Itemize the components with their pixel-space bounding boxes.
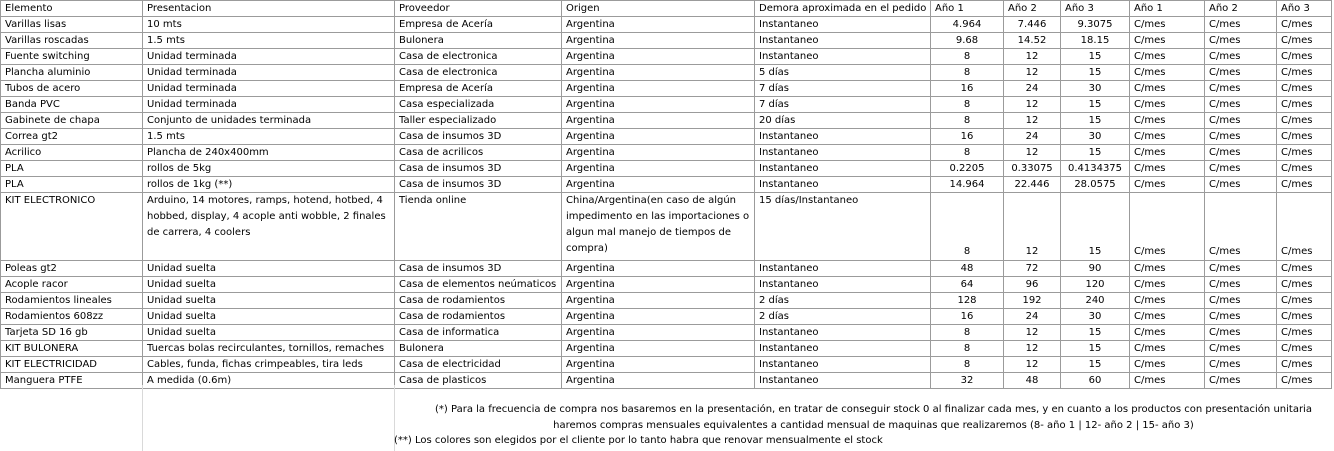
cell-year1-unit[interactable]: C/mes (1130, 129, 1205, 145)
cell-year1-qty[interactable]: 8 (931, 65, 1004, 81)
cell-year3-unit[interactable]: C/mes (1277, 177, 1332, 193)
cell-demora[interactable]: Instantaneo (755, 177, 931, 193)
cell-year2-qty[interactable]: 12 (1004, 193, 1061, 261)
table-row (1, 161, 1332, 177)
cell-year2-unit[interactable]: C/mes (1205, 113, 1277, 129)
cell-presentacion[interactable]: Unidad suelta (143, 261, 395, 277)
cell-presentacion[interactable]: Tuercas bolas recirculantes, tornillos, remaches (143, 341, 395, 357)
header-row (1, 1, 1332, 17)
cell-origen[interactable]: Argentina (562, 373, 755, 389)
cell-demora[interactable]: Instantaneo (755, 145, 931, 161)
table-row (1, 97, 1332, 113)
cell-year1-qty[interactable]: 8 (931, 193, 1004, 261)
cell-demora[interactable]: 15 días/Instantaneo (755, 193, 931, 261)
cell-year2-unit[interactable]: C/mes (1205, 145, 1277, 161)
cell-proveedor[interactable]: Tienda online (395, 193, 562, 261)
cell-year2-unit[interactable]: C/mes (1205, 261, 1277, 277)
cell-elemento[interactable]: Varillas lisas (1, 17, 143, 33)
cell-elemento[interactable]: Acrilico (1, 145, 143, 161)
cell-year1-unit[interactable]: C/mes (1130, 97, 1205, 113)
cell-proveedor[interactable]: Casa de informatica (395, 325, 562, 341)
cell-year2-qty[interactable]: 24 (1004, 129, 1061, 145)
table-row (1, 193, 1332, 261)
column-header[interactable]: Año 2 (1004, 1, 1061, 17)
cell-year1-unit[interactable]: C/mes (1130, 341, 1205, 357)
cell-year2-qty[interactable]: 12 (1004, 97, 1061, 113)
cell-year3-unit[interactable]: C/mes (1277, 325, 1332, 341)
cell-year1-unit[interactable]: C/mes (1130, 261, 1205, 277)
cell-year3-qty[interactable]: 15 (1061, 357, 1130, 373)
cell-demora[interactable]: Instantaneo (755, 49, 931, 65)
cell-year3-qty[interactable]: 15 (1061, 325, 1130, 341)
cell-origen[interactable]: Argentina (562, 277, 755, 293)
cell-year2-qty[interactable]: 22.446 (1004, 177, 1061, 193)
table-row (1, 293, 1332, 309)
cell-origen[interactable]: Argentina (562, 357, 755, 373)
cell-year1-unit[interactable]: C/mes (1130, 177, 1205, 193)
cell-demora[interactable]: Instantaneo (755, 33, 931, 49)
cell-year1-qty[interactable]: 8 (931, 357, 1004, 373)
column-header[interactable]: Año 3 (1061, 1, 1130, 17)
cell-year3-qty[interactable]: 30 (1061, 129, 1130, 145)
cell-proveedor[interactable]: Taller especializado (395, 113, 562, 129)
cell-year3-unit[interactable]: C/mes (1277, 17, 1332, 33)
cell-year2-qty[interactable]: 12 (1004, 357, 1061, 373)
cell-year2-unit[interactable]: C/mes (1205, 129, 1277, 145)
table-row (1, 325, 1332, 341)
gridline (142, 385, 143, 451)
cell-year3-unit[interactable]: C/mes (1277, 33, 1332, 49)
cell-proveedor[interactable]: Casa de rodamientos (395, 309, 562, 325)
table-row (1, 357, 1332, 373)
cell-origen[interactable]: Argentina (562, 49, 755, 65)
cell-year2-unit[interactable]: C/mes (1205, 341, 1277, 357)
cell-year2-qty[interactable]: 12 (1004, 113, 1061, 129)
cell-year1-qty[interactable]: 8 (931, 325, 1004, 341)
table-row (1, 145, 1332, 161)
cell-demora[interactable]: 7 días (755, 81, 931, 97)
cell-proveedor[interactable]: Casa de insumos 3D (395, 261, 562, 277)
cell-year2-qty[interactable]: 72 (1004, 261, 1061, 277)
cell-year1-qty[interactable]: 64 (931, 277, 1004, 293)
cell-presentacion[interactable]: Unidad terminada (143, 65, 395, 81)
cell-year3-unit[interactable]: C/mes (1277, 49, 1332, 65)
cell-year1-qty[interactable]: 4.964 (931, 17, 1004, 33)
cell-year1-qty[interactable]: 8 (931, 49, 1004, 65)
cell-year3-qty[interactable]: 15 (1061, 193, 1130, 261)
cell-year2-qty[interactable]: 48 (1004, 373, 1061, 389)
cell-demora[interactable]: Instantaneo (755, 17, 931, 33)
cell-year2-qty[interactable]: 192 (1004, 293, 1061, 309)
table-row (1, 65, 1332, 81)
cell-demora[interactable]: 2 días (755, 309, 931, 325)
cell-demora[interactable]: 20 días (755, 113, 931, 129)
cell-presentacion[interactable]: rollos de 5kg (143, 161, 395, 177)
cell-presentacion[interactable]: Plancha de 240x400mm (143, 145, 395, 161)
cell-origen[interactable]: Argentina (562, 33, 755, 49)
cell-year3-qty[interactable]: 15 (1061, 65, 1130, 81)
cell-year1-unit[interactable]: C/mes (1130, 161, 1205, 177)
cell-year2-unit[interactable]: C/mes (1205, 33, 1277, 49)
cell-elemento[interactable]: Plancha aluminio (1, 65, 143, 81)
cell-proveedor[interactable]: Casa de electricidad (395, 357, 562, 373)
cell-year3-unit[interactable]: C/mes (1277, 373, 1332, 389)
cell-year1-unit[interactable]: C/mes (1130, 65, 1205, 81)
cell-year2-qty[interactable]: 24 (1004, 81, 1061, 97)
cell-demora[interactable]: 7 días (755, 97, 931, 113)
cell-origen[interactable]: Argentina (562, 177, 755, 193)
cell-year2-qty[interactable]: 7.446 (1004, 17, 1061, 33)
cell-year3-qty[interactable]: 15 (1061, 341, 1130, 357)
footnote-colors: (**) Los colores son elegidos por el cliente por lo tanto habra que renovar mensualmente el stock (394, 435, 883, 446)
footnote-frequency: (*) Para la frecuencia de compra nos basaremos en la presentación, en tratar de conseguir stock 0 al finalizar cada mes, y en cuanto a los productos con presentación unitaria haremos compras mensuales equivalentes a cantidad mensual de maquinas que realizaremos (8- año 1 | 12- año 2 | 15- año 3) (435, 404, 1312, 431)
cell-demora[interactable]: Instantaneo (755, 373, 931, 389)
cell-proveedor[interactable]: Casa de electronica (395, 65, 562, 81)
table-row (1, 49, 1332, 65)
cell-elemento[interactable]: Rodamientos lineales (1, 293, 143, 309)
cell-year2-unit[interactable]: C/mes (1205, 325, 1277, 341)
cell-elemento[interactable]: Acople racor (1, 277, 143, 293)
column-header[interactable]: Año 2 (1205, 1, 1277, 17)
column-header[interactable]: Año 3 (1277, 1, 1332, 17)
column-header[interactable]: Presentacion (143, 1, 395, 17)
cell-year1-qty[interactable]: 8 (931, 113, 1004, 129)
cell-year3-unit[interactable]: C/mes (1277, 261, 1332, 277)
column-header[interactable]: Año 1 (931, 1, 1004, 17)
table-row (1, 277, 1332, 293)
cell-year1-qty[interactable]: 16 (931, 129, 1004, 145)
cell-origen[interactable]: Argentina (562, 97, 755, 113)
cell-year1-qty[interactable]: 0.2205 (931, 161, 1004, 177)
cell-elemento[interactable]: Rodamientos 608zz (1, 309, 143, 325)
cell-year3-qty[interactable]: 0.4134375 (1061, 161, 1130, 177)
cell-origen[interactable]: China/Argentina(en caso de algún impedimento en las importaciones o algun mal manejo de tiempos de compra) (562, 193, 755, 261)
cell-elemento[interactable]: Tubos de acero (1, 81, 143, 97)
cell-year1-unit[interactable]: C/mes (1130, 373, 1205, 389)
cell-elemento[interactable]: Gabinete de chapa (1, 113, 143, 129)
cell-year2-unit[interactable]: C/mes (1205, 161, 1277, 177)
cell-presentacion[interactable]: rollos de 1kg (**) (143, 177, 395, 193)
cell-proveedor[interactable]: Empresa de Acería (395, 81, 562, 97)
cell-elemento[interactable]: Tarjeta SD 16 gb (1, 325, 143, 341)
cell-year3-unit[interactable]: C/mes (1277, 293, 1332, 309)
cell-presentacion[interactable]: Unidad suelta (143, 293, 395, 309)
cell-demora[interactable]: Instantaneo (755, 341, 931, 357)
cell-year1-qty[interactable]: 14.964 (931, 177, 1004, 193)
cell-origen[interactable]: Argentina (562, 81, 755, 97)
cell-presentacion[interactable]: 1.5 mts (143, 129, 395, 145)
cell-year3-qty[interactable]: 18.15 (1061, 33, 1130, 49)
cell-origen[interactable]: Argentina (562, 65, 755, 81)
cell-year1-qty[interactable]: 8 (931, 341, 1004, 357)
cell-year3-qty[interactable]: 15 (1061, 113, 1130, 129)
cell-year3-qty[interactable]: 60 (1061, 373, 1130, 389)
cell-year2-qty[interactable]: 12 (1004, 145, 1061, 161)
cell-origen[interactable]: Argentina (562, 341, 755, 357)
cell-year3-unit[interactable]: C/mes (1277, 193, 1332, 261)
table-row (1, 33, 1332, 49)
cell-year1-qty[interactable]: 16 (931, 309, 1004, 325)
column-header[interactable]: Demora aproximada en el pedido (755, 1, 931, 17)
cell-elemento[interactable]: Poleas gt2 (1, 261, 143, 277)
cell-origen[interactable]: Argentina (562, 325, 755, 341)
cell-presentacion[interactable]: Unidad suelta (143, 325, 395, 341)
cell-year3-qty[interactable]: 240 (1061, 293, 1130, 309)
cell-year2-qty[interactable]: 12 (1004, 325, 1061, 341)
cell-proveedor[interactable]: Casa de insumos 3D (395, 161, 562, 177)
cell-year2-unit[interactable]: C/mes (1205, 357, 1277, 373)
cell-demora[interactable]: 2 días (755, 293, 931, 309)
cell-origen[interactable]: Argentina (562, 261, 755, 277)
cell-year3-unit[interactable]: C/mes (1277, 129, 1332, 145)
cell-year1-unit[interactable]: C/mes (1130, 293, 1205, 309)
cell-year2-unit[interactable]: C/mes (1205, 309, 1277, 325)
cell-origen[interactable]: Argentina (562, 17, 755, 33)
cell-elemento[interactable]: Correa gt2 (1, 129, 143, 145)
cell-year2-unit[interactable]: C/mes (1205, 81, 1277, 97)
cell-elemento[interactable]: Manguera PTFE (1, 373, 143, 389)
cell-year2-unit[interactable]: C/mes (1205, 177, 1277, 193)
cell-presentacion[interactable]: 1.5 mts (143, 33, 395, 49)
cell-origen[interactable]: Argentina (562, 309, 755, 325)
cell-year3-qty[interactable]: 30 (1061, 309, 1130, 325)
table-row (1, 373, 1332, 389)
cell-presentacion[interactable]: Unidad suelta (143, 309, 395, 325)
cell-year1-unit[interactable]: C/mes (1130, 277, 1205, 293)
cell-demora[interactable]: Instantaneo (755, 325, 931, 341)
cell-proveedor[interactable]: Casa de electronica (395, 49, 562, 65)
cell-year3-qty[interactable]: 9.3075 (1061, 17, 1130, 33)
cell-year2-qty[interactable]: 12 (1004, 341, 1061, 357)
cell-year2-unit[interactable]: C/mes (1205, 293, 1277, 309)
cell-year2-qty[interactable]: 24 (1004, 309, 1061, 325)
table-row (1, 17, 1332, 33)
column-header[interactable]: Elemento (1, 1, 143, 17)
cell-year3-unit[interactable]: C/mes (1277, 145, 1332, 161)
cell-demora[interactable]: Instantaneo (755, 261, 931, 277)
cell-year2-qty[interactable]: 14.52 (1004, 33, 1061, 49)
cell-proveedor[interactable]: Casa de plasticos (395, 373, 562, 389)
cell-demora[interactable]: Instantaneo (755, 129, 931, 145)
cell-origen[interactable]: Argentina (562, 113, 755, 129)
cell-presentacion[interactable]: Unidad terminada (143, 81, 395, 97)
cell-year2-unit[interactable]: C/mes (1205, 65, 1277, 81)
cell-year2-unit[interactable]: C/mes (1205, 49, 1277, 65)
cell-elemento[interactable]: Banda PVC (1, 97, 143, 113)
table-row (1, 129, 1332, 145)
cell-year3-unit[interactable]: C/mes (1277, 97, 1332, 113)
cell-year2-qty[interactable]: 12 (1004, 65, 1061, 81)
cell-year1-qty[interactable]: 8 (931, 97, 1004, 113)
cell-origen[interactable]: Argentina (562, 129, 755, 145)
cell-elemento[interactable]: KIT ELECTRONICO (1, 193, 143, 261)
cell-elemento[interactable]: Varillas roscadas (1, 33, 143, 49)
cell-proveedor[interactable]: Empresa de Acería (395, 17, 562, 33)
cell-proveedor[interactable]: Casa de insumos 3D (395, 129, 562, 145)
cell-year1-unit[interactable]: C/mes (1130, 309, 1205, 325)
cell-year2-unit[interactable]: C/mes (1205, 373, 1277, 389)
cell-year3-unit[interactable]: C/mes (1277, 309, 1332, 325)
cell-proveedor[interactable]: Bulonera (395, 33, 562, 49)
cell-proveedor[interactable]: Casa de insumos 3D (395, 177, 562, 193)
cell-year3-qty[interactable]: 15 (1061, 145, 1130, 161)
cell-year1-unit[interactable]: C/mes (1130, 113, 1205, 129)
column-header[interactable]: Año 1 (1130, 1, 1205, 17)
cell-year1-unit[interactable]: C/mes (1130, 193, 1205, 261)
cell-proveedor[interactable]: Casa especializada (395, 97, 562, 113)
cell-year2-unit[interactable]: C/mes (1205, 97, 1277, 113)
table-row (1, 113, 1332, 129)
cell-year1-qty[interactable]: 48 (931, 261, 1004, 277)
cell-year1-qty[interactable]: 128 (931, 293, 1004, 309)
cell-demora[interactable]: Instantaneo (755, 161, 931, 177)
table-row (1, 177, 1332, 193)
cell-year3-qty[interactable]: 90 (1061, 261, 1130, 277)
cell-year1-qty[interactable]: 32 (931, 373, 1004, 389)
cell-presentacion[interactable]: Conjunto de unidades terminada (143, 113, 395, 129)
cell-year1-unit[interactable]: C/mes (1130, 17, 1205, 33)
table-row (1, 261, 1332, 277)
cell-year1-unit[interactable]: C/mes (1130, 81, 1205, 97)
cell-proveedor[interactable]: Casa de acrilicos (395, 145, 562, 161)
cell-presentacion[interactable]: A medida (0.6m) (143, 373, 395, 389)
cell-year3-qty[interactable]: 15 (1061, 97, 1130, 113)
cell-year2-unit[interactable]: C/mes (1205, 17, 1277, 33)
cell-year1-unit[interactable]: C/mes (1130, 357, 1205, 373)
cell-presentacion[interactable]: Unidad suelta (143, 277, 395, 293)
table-row (1, 341, 1332, 357)
cell-year3-unit[interactable]: C/mes (1277, 161, 1332, 177)
cell-demora[interactable]: Instantaneo (755, 277, 931, 293)
cell-year3-unit[interactable]: C/mes (1277, 81, 1332, 97)
cell-year3-unit[interactable]: C/mes (1277, 113, 1332, 129)
cell-presentacion[interactable]: Unidad terminada (143, 97, 395, 113)
cell-elemento[interactable]: PLA (1, 161, 143, 177)
cell-presentacion[interactable]: Arduino, 14 motores, ramps, hotend, hotbed, 4 hobbed, display, 4 acople anti wobble, 2 finales de carrera, 4 coolers (143, 193, 395, 261)
cell-year1-unit[interactable]: C/mes (1130, 145, 1205, 161)
cell-year1-unit[interactable]: C/mes (1130, 33, 1205, 49)
cell-year1-qty[interactable]: 16 (931, 81, 1004, 97)
cell-proveedor[interactable]: Casa de elementos neúmaticos (395, 277, 562, 293)
cell-year2-qty[interactable]: 96 (1004, 277, 1061, 293)
cell-year2-unit[interactable]: C/mes (1205, 277, 1277, 293)
cell-presentacion[interactable]: 10 mts (143, 17, 395, 33)
cell-year3-qty[interactable]: 28.0575 (1061, 177, 1130, 193)
cell-origen[interactable]: Argentina (562, 145, 755, 161)
cell-elemento[interactable]: KIT BULONERA (1, 341, 143, 357)
cell-year1-qty[interactable]: 8 (931, 145, 1004, 161)
cell-year2-qty[interactable]: 12 (1004, 49, 1061, 65)
cell-proveedor[interactable]: Bulonera (395, 341, 562, 357)
cell-year3-unit[interactable]: C/mes (1277, 65, 1332, 81)
column-header[interactable]: Origen (562, 1, 755, 17)
cell-year3-qty[interactable]: 15 (1061, 49, 1130, 65)
cell-year3-unit[interactable]: C/mes (1277, 357, 1332, 373)
table-row (1, 309, 1332, 325)
cell-origen[interactable]: Argentina (562, 161, 755, 177)
cell-presentacion[interactable]: Cables, funda, fichas crimpeables, tira leds (143, 357, 395, 373)
column-header[interactable]: Proveedor (395, 1, 562, 17)
cell-elemento[interactable]: PLA (1, 177, 143, 193)
cell-demora[interactable]: 5 días (755, 65, 931, 81)
cell-origen[interactable]: Argentina (562, 293, 755, 309)
cell-year3-qty[interactable]: 30 (1061, 81, 1130, 97)
cell-year3-unit[interactable]: C/mes (1277, 341, 1332, 357)
cell-year2-qty[interactable]: 0.33075 (1004, 161, 1061, 177)
cell-year1-unit[interactable]: C/mes (1130, 49, 1205, 65)
cell-year1-unit[interactable]: C/mes (1130, 325, 1205, 341)
cell-presentacion[interactable]: Unidad terminada (143, 49, 395, 65)
cell-proveedor[interactable]: Casa de rodamientos (395, 293, 562, 309)
cell-year2-unit[interactable]: C/mes (1205, 193, 1277, 261)
cell-year3-unit[interactable]: C/mes (1277, 277, 1332, 293)
cell-year3-qty[interactable]: 120 (1061, 277, 1130, 293)
table-row (1, 81, 1332, 97)
cell-elemento[interactable]: Fuente switching (1, 49, 143, 65)
cell-year1-qty[interactable]: 9.68 (931, 33, 1004, 49)
cell-elemento[interactable]: KIT ELECTRICIDAD (1, 357, 143, 373)
cell-demora[interactable]: Instantaneo (755, 357, 931, 373)
